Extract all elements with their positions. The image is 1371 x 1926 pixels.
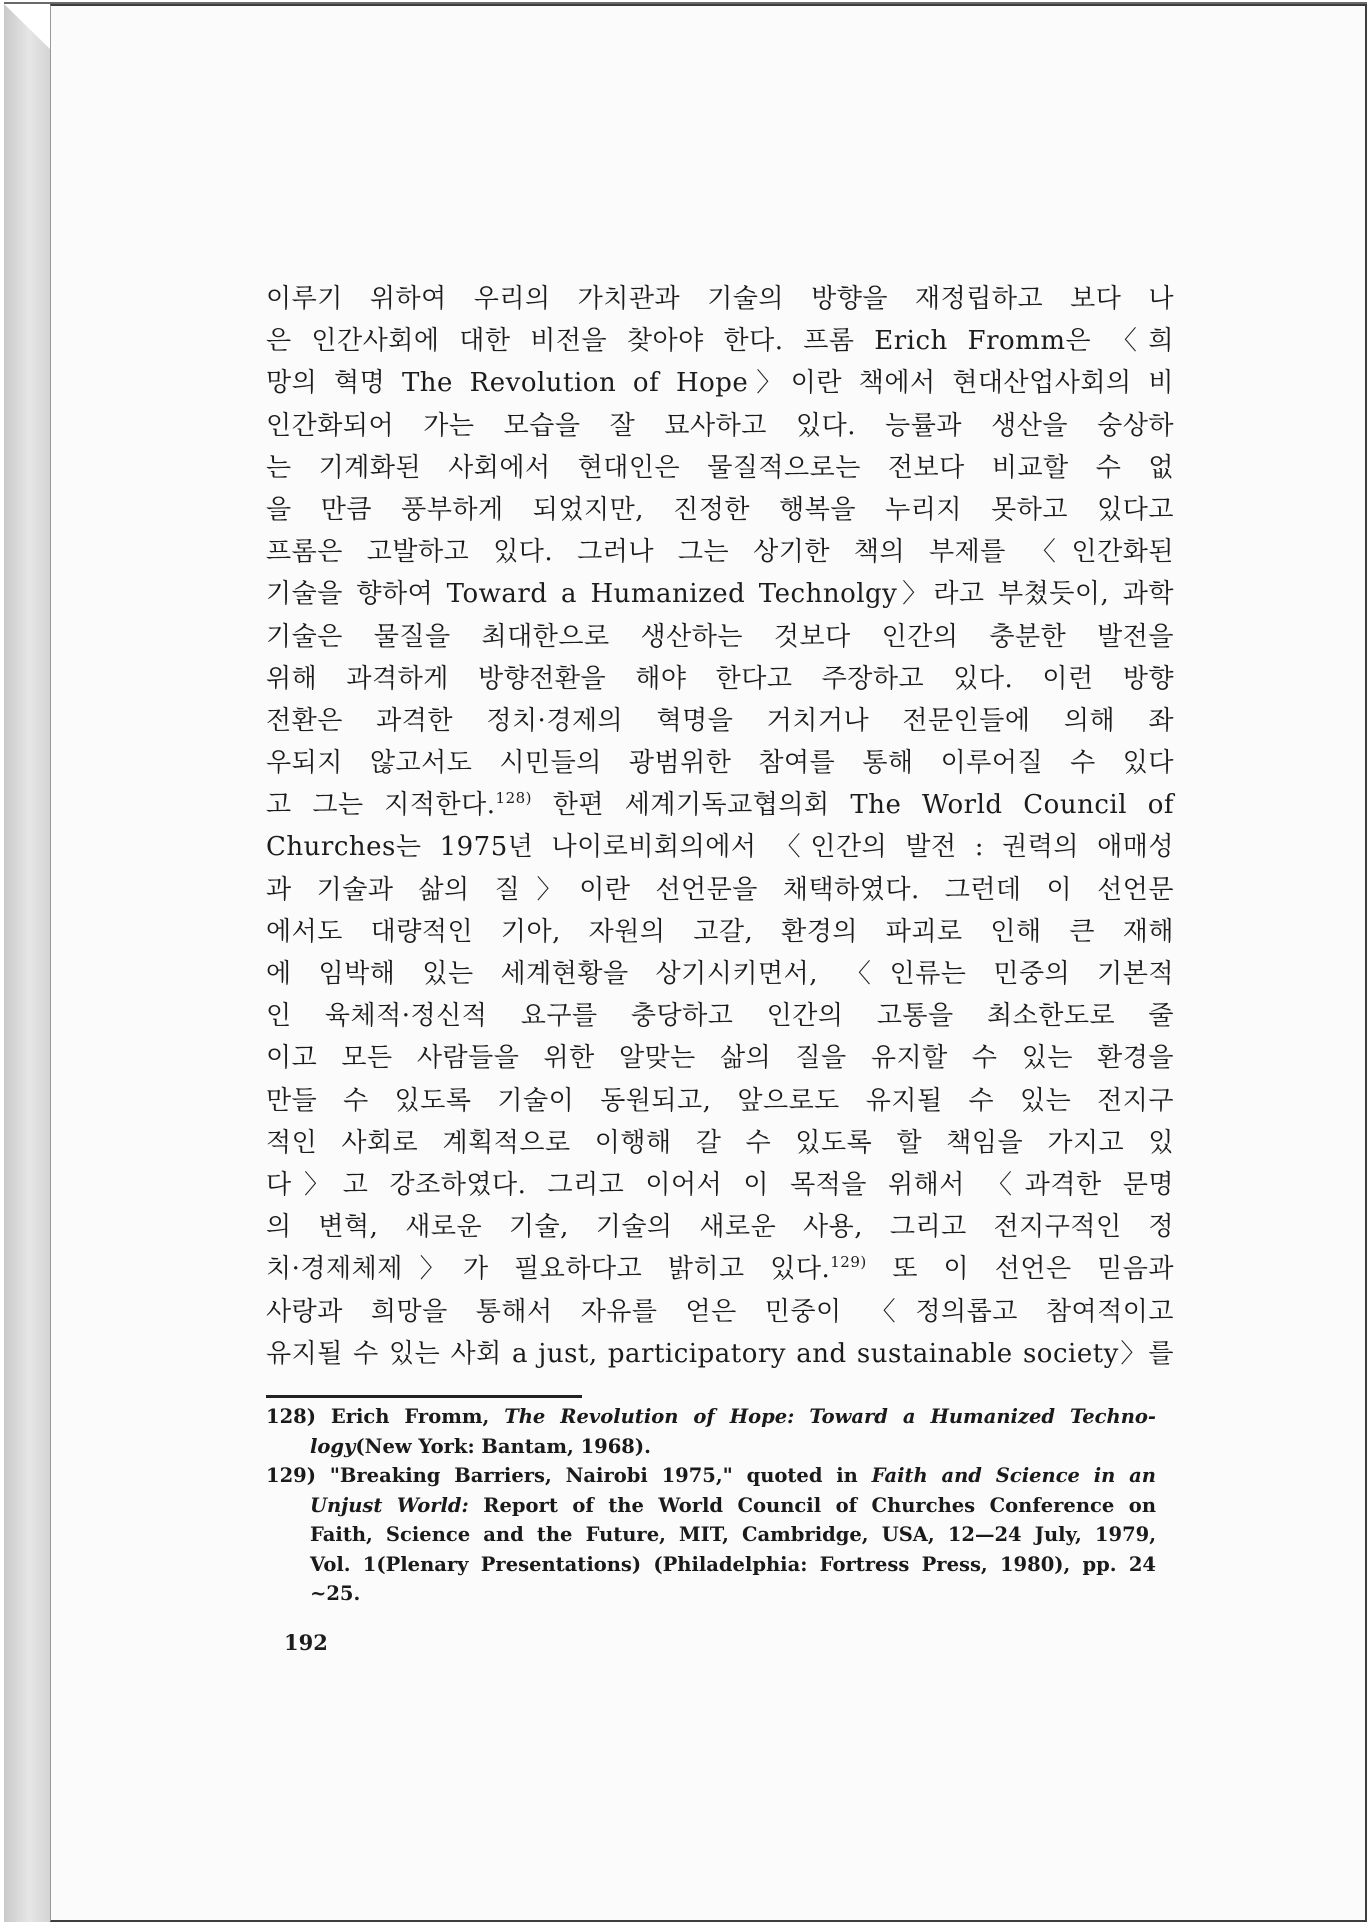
text-line: 은 인간사회에 대한 비전을 찾아야 한다. 프롬 Erich Fromm은 〈희 xyxy=(266,326,1174,357)
footnote-title: Unjust World: xyxy=(310,1493,469,1517)
text-line: 에 임박해 있는 세계현황을 상기시키면서, 〈인류는 민중의 기본적 xyxy=(266,959,1174,989)
text-line: 다〉고 강조하였다. 그리고 이어서 이 목적을 위해서 〈과격한 문명 xyxy=(266,1169,1174,1200)
footnote-129-line xyxy=(266,1491,1156,1521)
text-line: 에서도 대량적인 기아, 자원의 고갈, 환경의 파괴로 인해 큰 재해 xyxy=(266,916,1174,947)
footnotes xyxy=(266,1402,1156,1609)
text-line: 프롬은 고발하고 있다. 그러나 그는 상기한 책의 부제를 〈인간화된 xyxy=(266,537,1174,568)
text-line: 우되지 않고서도 시민들의 광범위한 참여를 통해 이루어질 수 있다 xyxy=(266,748,1174,779)
text-line: 이루기 위하여 우리의 가치관과 기술의 방향을 재정립하고 보다 나 xyxy=(266,284,1174,314)
footnote-number: 128) xyxy=(266,1405,316,1428)
text-line: 망의 혁명 The Revolution of Hope〉이란 책에서 현대산업사회의 비 xyxy=(266,368,1174,399)
text-line-with-footnote xyxy=(266,784,1174,826)
text-segment: 한편 세계기독교협의회 The World Council of xyxy=(552,790,1175,821)
text-line: 인간화되어 가는 모습을 잘 묘사하고 있다. 능률과 생산을 숭상하 xyxy=(266,410,1174,441)
footnote-divider xyxy=(266,1395,582,1398)
text-segment: 치·경제체제〉가 필요하다고 밝히고 있다. xyxy=(266,1254,831,1285)
text-line-with-footnote xyxy=(266,1248,1174,1290)
book-spine xyxy=(4,4,50,1922)
footnote-title: The Revolution of Hope: Toward a Humanized Techno- xyxy=(504,1405,1156,1428)
text-line: 적인 사회로 계획적으로 이행해 갈 수 있도록 할 책임을 가지고 있 xyxy=(266,1127,1174,1158)
text-line: 을 만큼 풍부하게 되었지만, 진정한 행복을 누리지 못하고 있다고 xyxy=(266,494,1174,525)
footnote-author: Erich Fromm, xyxy=(330,1405,490,1428)
text-line: 이고 모든 사람들을 위한 알맞는 삶의 질을 유지할 수 있는 환경을 xyxy=(266,1043,1174,1074)
footnote-number: 129) xyxy=(266,1464,316,1487)
footnote-ref-129[interactable]: 129) xyxy=(830,1253,867,1272)
text-line: 의 변혁, 새로운 기술, 기술의 새로운 사용, 그리고 전지구적인 정 xyxy=(266,1212,1174,1243)
text-line: 는 기계화된 사회에서 현대인은 물질적으로는 전보다 비교할 수 없 xyxy=(266,452,1174,483)
footnote-128-cont xyxy=(266,1432,1156,1462)
footnote-129-line: Faith, Science and the Future, MIT, Cambridge, USA, 12—24 July, 1979, xyxy=(310,1523,1156,1546)
footnote-title: Faith and Science in an xyxy=(871,1464,1156,1487)
text-line: 전환은 과격한 정치·경제의 혁명을 거치거나 전문인들에 의해 좌 xyxy=(266,705,1174,736)
footnote-title-cont: logy xyxy=(310,1434,356,1458)
footnote-129-line: Vol. 1(Plenary Presentations) (Philadelphia: Fortress Press, 1980), pp. 24 xyxy=(310,1552,1156,1576)
footnote-ref-128[interactable]: 128) xyxy=(495,789,533,808)
text-line: 인 육체적·정신적 요구를 충당하고 인간의 고통을 최소한도로 줄 xyxy=(266,1001,1174,1032)
footnote-128 xyxy=(266,1402,1156,1432)
footnote-text: "Breaking Barriers, Nairobi 1975," quoted in xyxy=(329,1464,872,1487)
text-line: 기술을 향하여 Toward a Humanized Technolgy〉라고 부쳤듯이, 과학 xyxy=(266,579,1174,610)
text-line: 위해 과격하게 방향전환을 해야 한다고 주장하고 있다. 이런 방향 xyxy=(266,663,1174,694)
footnote-text: Report of the World Council of Churches Conference on xyxy=(468,1493,1156,1517)
body-text xyxy=(266,278,1174,1375)
text-segment: 또 이 선언은 믿음과 xyxy=(892,1254,1175,1285)
text-line: 만들 수 있도록 기술이 동원되고, 앞으로도 유지될 수 있는 전지구 xyxy=(266,1085,1174,1116)
text-line: 유지될 수 있는 사회 a just, participatory and sustainable society〉를 xyxy=(266,1338,1174,1369)
page-number: 192 xyxy=(284,1630,328,1655)
footnote-129 xyxy=(266,1461,1156,1491)
text-segment: 고 그는 지적한다. xyxy=(266,790,496,821)
text-line: 사랑과 희망을 통해서 자유를 얻은 민중이 〈정의롭고 참여적이고 xyxy=(266,1296,1174,1327)
text-line: 과 기술과 삶의 질〉이란 선언문을 채택하였다. 그런데 이 선언문 xyxy=(266,874,1174,905)
footnote-129-line: ~25. xyxy=(310,1582,361,1605)
text-line: Churches는 1975년 나이로비회의에서 〈인간의 발전 : 권력의 애매성 xyxy=(266,832,1174,863)
footnote-publication: (New York: Bantam, 1968). xyxy=(355,1434,651,1458)
text-line: 기술은 물질을 최대한으로 생산하는 것보다 인간의 충분한 발전을 xyxy=(266,621,1174,652)
